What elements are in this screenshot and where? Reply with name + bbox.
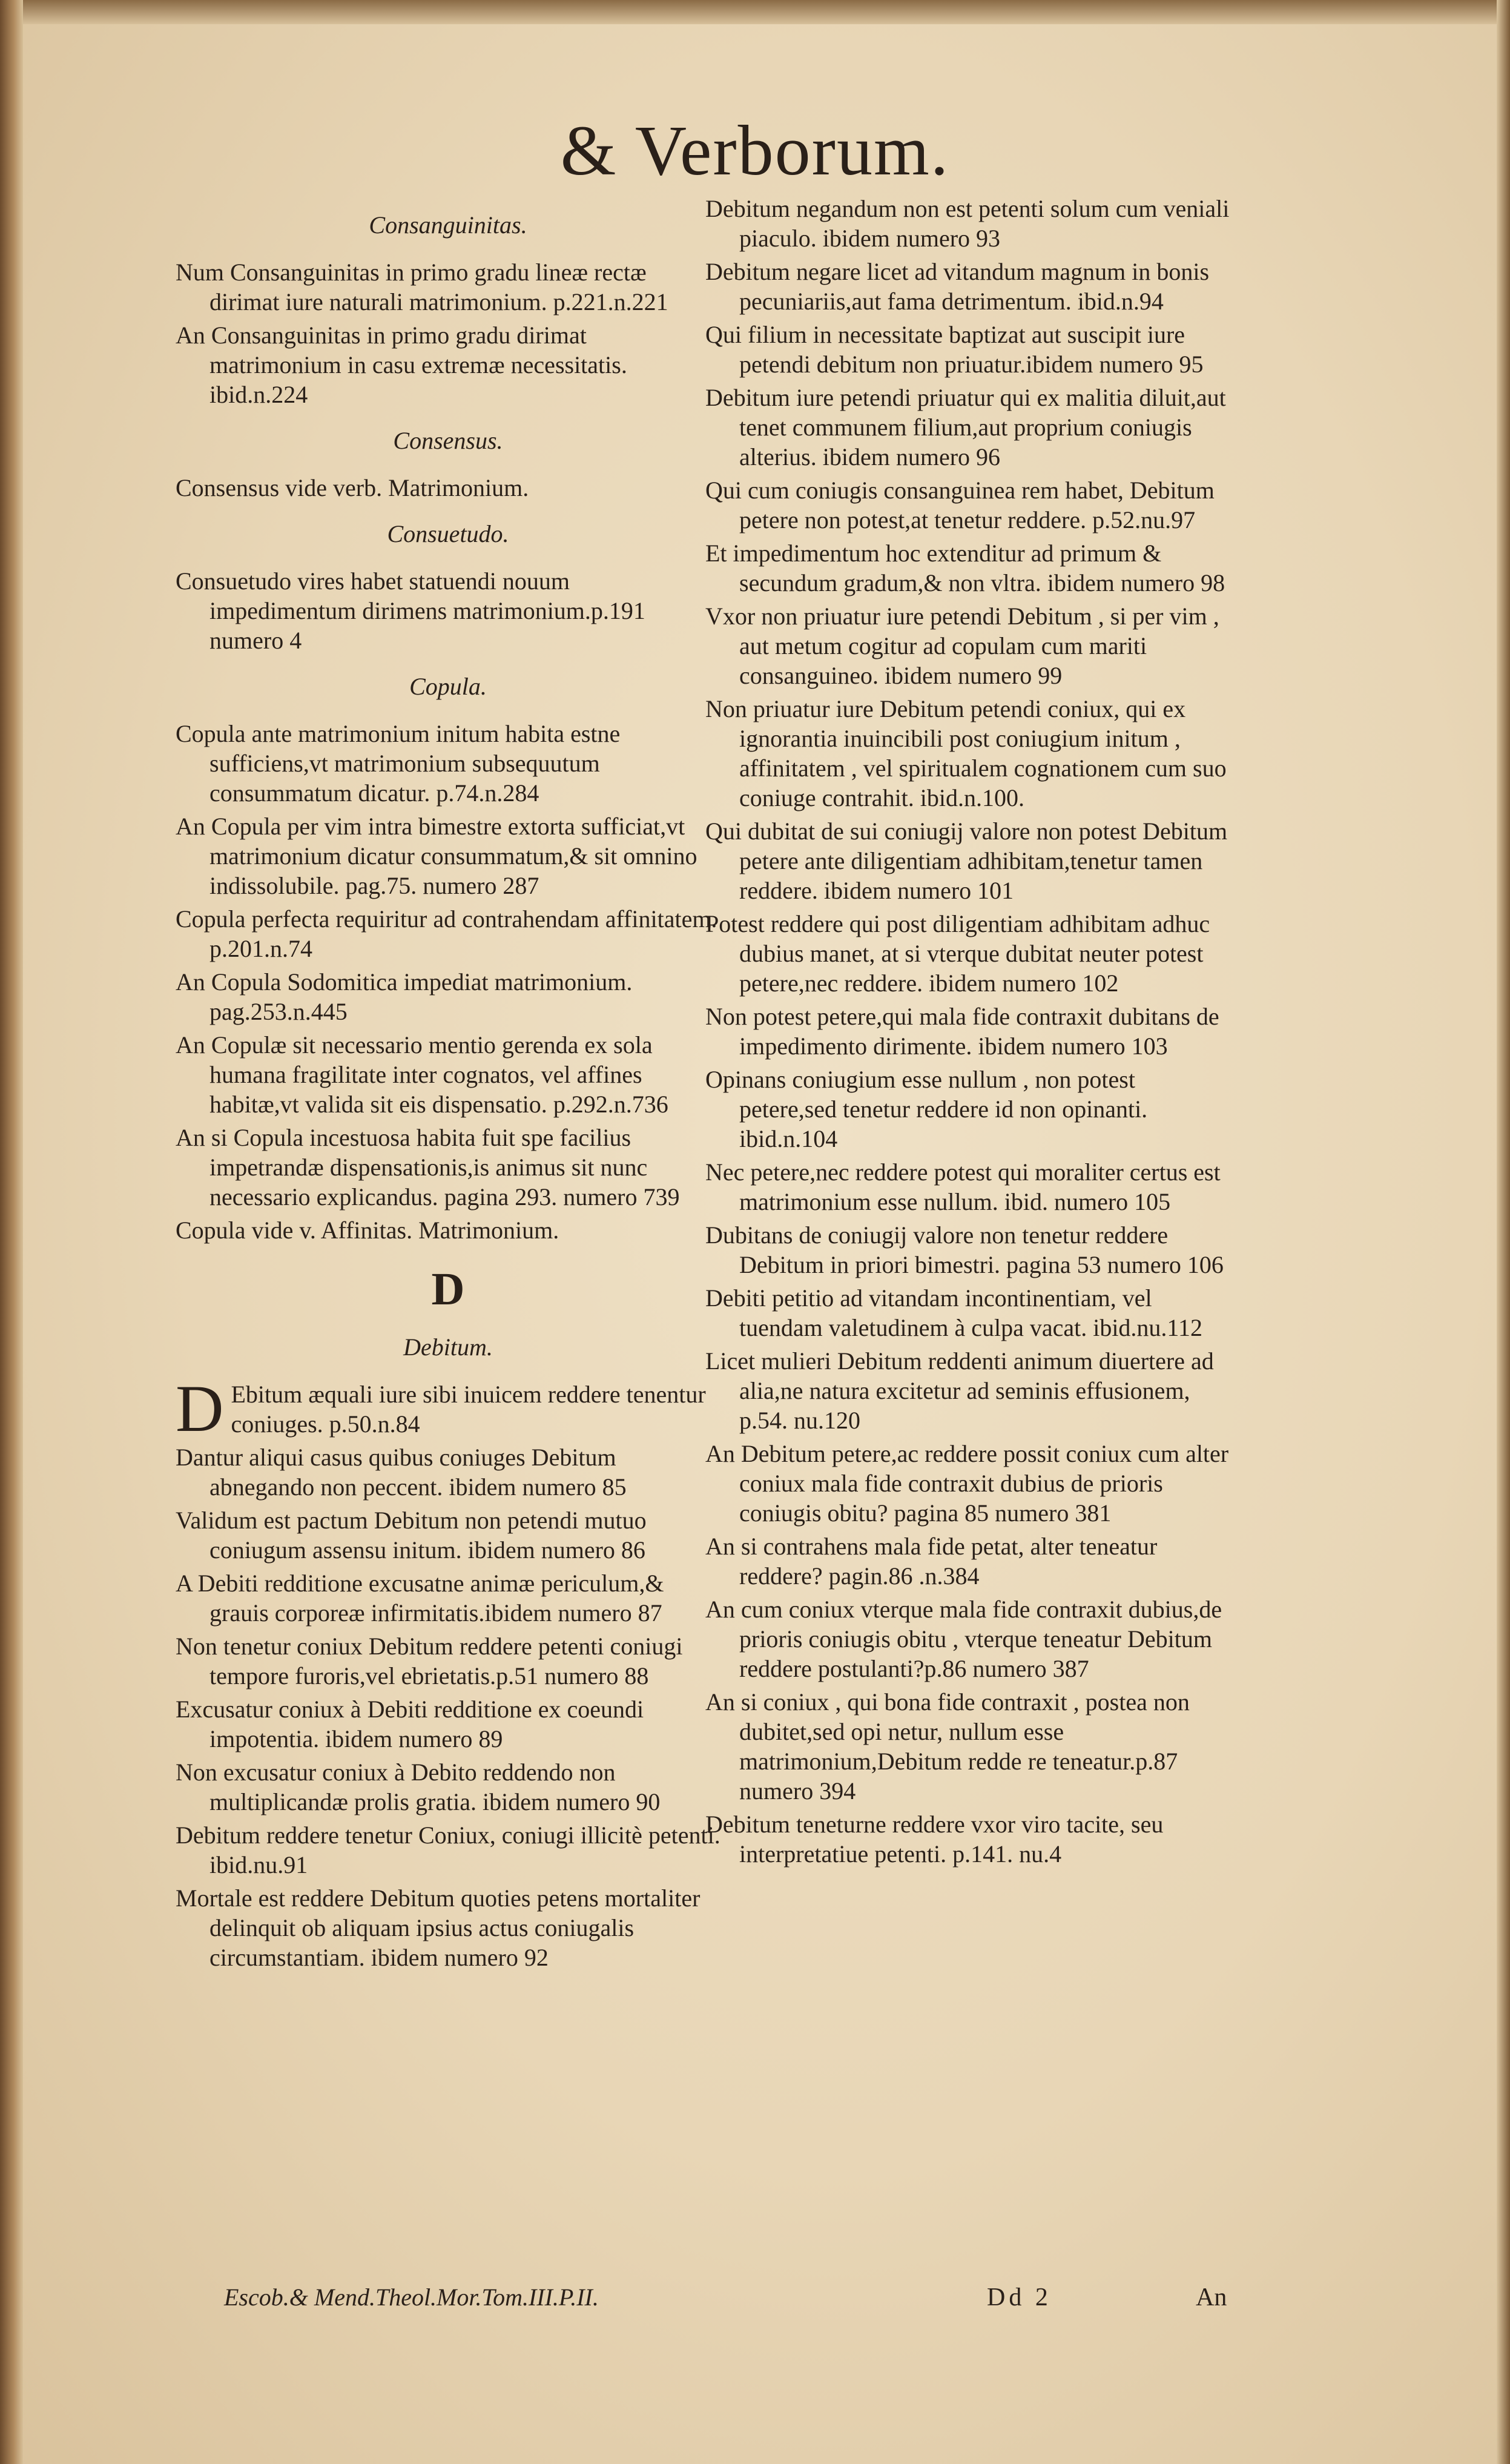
section-heading: Consuetudo. <box>387 520 509 547</box>
index-entry: Num Consanguinitas in primo gradu lineæ rectæ dirimat iure naturali matrimonium. p.221.n.221 <box>176 259 668 315</box>
index-entry: Potest reddere qui post diligentiam adhibitam adhuc dubius manet, at si vterque dubitat neuter potest petere,nec reddere. ibidem numero 102 <box>705 910 1210 997</box>
catchword: An <box>1196 2284 1227 2311</box>
index-entry: Non tenetur coniux Debitum reddere petenti coniugi tempore furoris,vel ebrietatis.p.51 numero 88 <box>176 1633 683 1689</box>
index-entry: Debitum negare licet ad vitandum magnum in bonis pecuniariis,aut fama detrimentum. ibid.n.94 <box>705 258 1210 315</box>
index-entry <box>176 1372 720 1445</box>
index-entry: Licet mulieri Debitum reddenti animum diuertere ad alia,ne natura excitetur ad seminis effusionem, p.54. nu.120 <box>705 1347 1214 1434</box>
index-entry: An Copula Sodomitica impediat matrimonium. pag.253.n.445 <box>176 968 633 1025</box>
drop-capital: D <box>176 1372 224 1445</box>
index-entry: Debitum iure petendi priuatur qui ex malitia diluit,aut tenet communem filium,aut proprium coniugis alterius. ibidem numero 96 <box>705 384 1226 471</box>
index-entry: Excusatur coniux à Debiti redditione ex coeundi impotentia. ibidem numero 89 <box>176 1696 644 1752</box>
index-entry: Et impedimentum hoc extenditur ad primum & secundum gradum,& non vltra. ibidem numero 98 <box>705 540 1225 596</box>
index-entry: Non excusatur coniux à Debito reddendo non multiplicandæ prolis gratia. ibidem numero 90 <box>176 1759 661 1815</box>
page-top-edge <box>0 0 1510 24</box>
alphabet-letter-heading: D <box>431 1264 465 1315</box>
signature-mark: Dd 2 <box>987 2284 1052 2311</box>
index-entry: Non priuatur iure Debitum petendi coniux, qui ex ignorantia inuincibili post coniugium initum , affinitatem , vel spiritualem cognationem cum suo coniuge contrahit. ibid.n.100. <box>705 695 1227 811</box>
entry-text: Ebitum æquali iure sibi inuicem reddere tenentur coniuges. p.50.n.84 <box>231 1381 706 1438</box>
index-entry: An si contrahens mala fide petat, alter teneatur reddere? pagin.86 .n.384 <box>705 1533 1158 1590</box>
index-entry: Copula ante matrimonium initum habita estne sufficiens,vt matrimonium subsequutum consummatum dicatur. p.74.n.284 <box>176 720 621 807</box>
index-entry: Validum est pactum Debitum non petendi mutuo coniugum assensu initum. ibidem numero 86 <box>176 1507 647 1564</box>
index-entry: Dantur aliqui casus quibus coniuges Debitum abnegando non peccent. ibidem numero 85 <box>176 1444 627 1501</box>
index-entry: Qui dubitat de sui coniugij valore non potest Debitum petere ante diligentiam adhibitam,tenetur tamen reddere. ibidem numero 101 <box>705 817 1228 904</box>
running-footer: Escob.& Mend.Theol.Mor.Tom.III.P.II. <box>224 2284 599 2311</box>
index-entry: Non potest petere,qui mala fide contraxit dubitans de impedimento dirimente. ibidem numero 103 <box>705 1003 1219 1060</box>
left-column <box>176 194 720 1976</box>
binding-edge <box>0 0 23 2464</box>
index-entry: An cum coniux vterque mala fide contraxit dubius,de prioris coniugis obitu , vterque teneatur Debitum reddere postulanti?p.86 numero 387 <box>705 1596 1222 1682</box>
section-heading: Debitum. <box>403 1333 493 1361</box>
index-entry: Debitum negandum non est petenti solum cum veniali piaculo. ibidem numero 93 <box>705 195 1230 252</box>
index-entry: Copula perfecta requiritur ad contrahendam affinitatem. p.201.n.74 <box>176 905 717 962</box>
index-entry: Opinans coniugium esse nullum , non potest petere,sed tenetur reddere id non opinanti. ibid.n.104 <box>705 1066 1148 1152</box>
section-heading: Consanguinitas. <box>369 211 527 239</box>
section-heading: Consensus. <box>393 427 503 454</box>
index-entry: Consensus vide verb. Matrimonium. <box>176 474 529 501</box>
index-entry: Qui filium in necessitate baptizat aut suscipit iure petendi debitum non priuatur.ibidem numero 95 <box>705 321 1204 378</box>
index-entry: Mortale est reddere Debitum quoties petens mortaliter delinquit ob aliquam ipsius actus coniugalis circumstantiam. ibidem numero 92 <box>176 1884 701 1971</box>
index-entry: An si coniux , qui bona fide contraxit , postea non dubitet,sed opi netur, nullum esse matrimonium,Debitum redde re teneatur.p.87 numero 394 <box>705 1688 1190 1805</box>
index-entry: A Debiti redditione excusatne animæ periculum,& grauis corporeæ infirmitatis.ibidem numero 87 <box>176 1570 664 1627</box>
index-entry: Debitum teneturne reddere vxor viro tacite, seu interpretatiue petenti. p.141. nu.4 <box>705 1811 1164 1868</box>
index-entry: Debiti petitio ad vitandam incontinentiam, vel tuendam valetudinem à culpa vacat. ibid.nu.112 <box>705 1284 1202 1341</box>
index-entry: Copula vide v. Affinitas. Matrimonium. <box>176 1217 559 1244</box>
page-header-title: & Verborum. <box>560 111 950 190</box>
index-entry: Consuetudo vires habet statuendi nouum impedimentum dirimens matrimonium.p.191 numero 4 <box>176 567 645 654</box>
index-entry: An Copulæ sit necessario mentio gerenda ex sola humana fragilitate inter cognatos, vel affines habitæ,vt valida sit eis dispensatio. p.292.n.736 <box>176 1031 668 1118</box>
index-entry: An Debitum petere,ac reddere possit coniux cum alter coniux mala fide contraxit dubius de prioris coniugis obitu? pagina 85 numero 381 <box>705 1440 1229 1527</box>
index-entry: An si Copula incestuosa habita fuit spe facilius impetrandæ dispensationis,is animus sit nunc necessario explicandus. pagina 293. numero 739 <box>176 1124 680 1211</box>
index-entry: An Copula per vim intra bimestre extorta sufficiat,vt matrimonium dicatur consummatum,& sit omnino indissolubile. pag.75. numero 287 <box>176 813 697 899</box>
index-entry: Nec petere,nec reddere potest qui moraliter certus est matrimonium esse nullum. ibid. numero 105 <box>705 1158 1221 1215</box>
section-heading: Copula. <box>409 673 487 700</box>
right-column <box>705 194 1238 1872</box>
index-entry: An Consanguinitas in primo gradu dirimat matrimonium in casu extremæ necessitatis. ibid.n.224 <box>176 322 627 408</box>
index-entry: Qui cum coniugis consanguinea rem habet, Debitum petere non potest,at tenetur reddere. p.52.nu.97 <box>705 477 1215 533</box>
index-entry: Dubitans de coniugij valore non tenetur reddere Debitum in priori bimestri. pagina 53 numero 106 <box>705 1221 1224 1278</box>
index-entry: Debitum reddere tenetur Coniux, coniugi illicitè petenti. ibid.nu.91 <box>176 1822 720 1878</box>
index-entry: Vxor non priuatur iure petendi Debitum , si per vim , aut metum cogitur ad copulam cum mariti consanguineo. ibidem numero 99 <box>705 603 1219 689</box>
page-right-edge <box>1497 0 1510 2464</box>
